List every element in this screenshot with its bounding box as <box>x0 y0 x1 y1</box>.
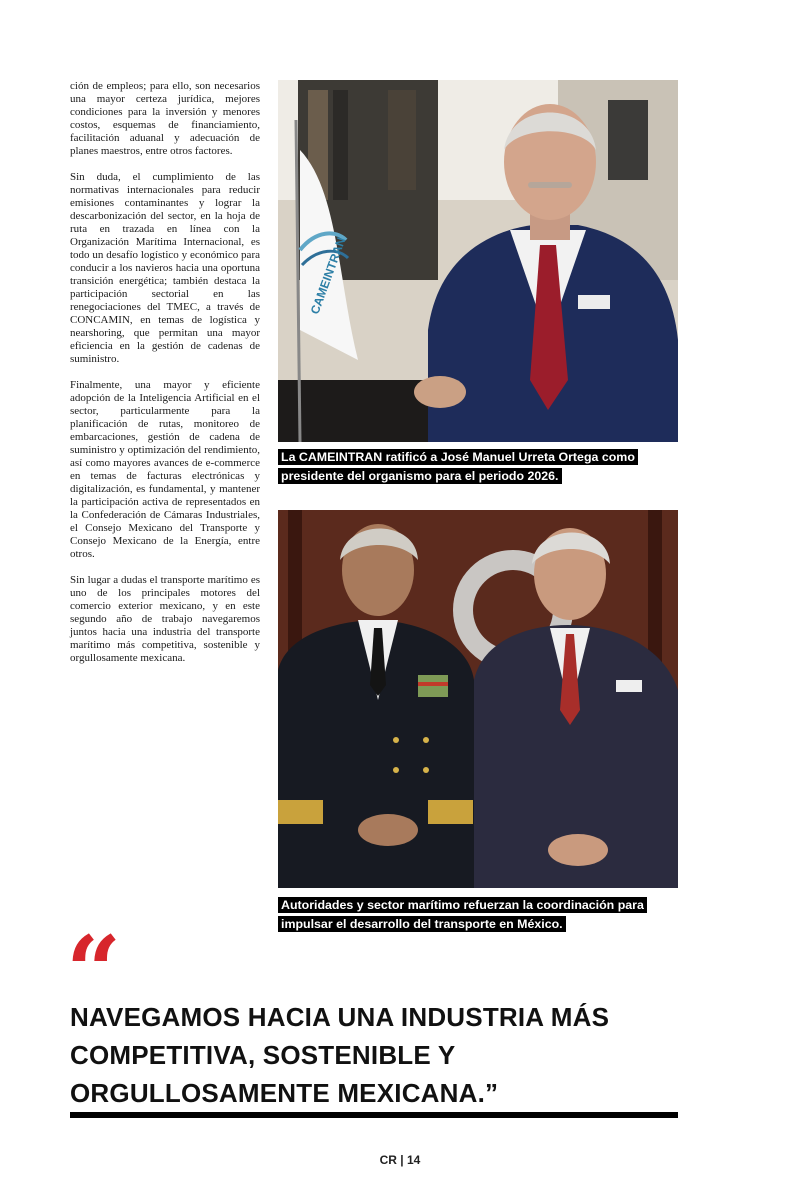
article-column <box>70 80 260 678</box>
article-paragraph: ción de empleos; para ello, son necesarios una mayor certeza jurídica, mejores condiciones para la inversión y menores costos, esquemas de financiamiento, facilitación aduanal y adecuación de planes maestros, entre otros factores. <box>70 80 260 157</box>
portrait-illustration <box>278 80 678 442</box>
photo1-caption <box>278 448 678 486</box>
photo2-caption-text: Autoridades y sector marítimo refuerzan la coordinación para impulsar el desarrollo del transporte en México. <box>278 897 647 932</box>
president-portrait-photo <box>278 80 678 442</box>
quote-mark-icon: “ <box>66 915 122 1028</box>
quote-divider <box>70 1112 678 1118</box>
article-paragraph: Sin lugar a dudas el transporte marítimo es uno de los principales motores del comercio exterior mexicano, y en este segundo año de trabajo navegaremos juntos hacia una industria del transporte marítimo más competitiva, sostenible y orgullosamente mexicana. <box>70 574 260 664</box>
svg-text:CAMEINTRAN: CAMEINTRAN <box>307 235 349 317</box>
meeting-illustration <box>278 510 678 888</box>
authorities-meeting-photo <box>278 510 678 888</box>
photo1-caption-text: La CAMEINTRAN ratificó a José Manuel Urreta Ortega como presidente del organismo para el periodo 2026. <box>278 449 638 484</box>
article-paragraph: Sin duda, el cumplimiento de las normativas internacionales para reducir emisiones contaminantes y lograr la descarbonización del sector, en la hoja de ruta en trazada en línea con la Organización Marítima Internacional, es todo un desafío logístico y económico para conducir a los navieros hacia una oportuna transición energética; también destaca la participación sectorial en las renegociaciones del TMEC, a través de CONCAMIN, en temas de logística y nearshoring, que permitan una mayor eficiencia en la gestión de cadenas de suministro. <box>70 171 260 365</box>
article-paragraph: Finalmente, una mayor y eficiente adopción de la Inteligencia Artificial en el sector, particularmente para la planificación de rutas, monitoreo de embarcaciones, gestión de cadena de suministro y optimización del rendimiento, así como mayores avances de e-commerce en temas de facturas electrónicas y digitalización, es fundamental, y mantener la participación activa de representados en la Confederación de Cámaras Industriales, el Consejo Mexicano del Transporte y Consejo Mexicano de la Energía, entre otros. <box>70 379 260 560</box>
page-folio: CR | 14 <box>379 1153 421 1167</box>
photo2-caption <box>278 896 678 934</box>
pull-quote: NAVEGAMOS HACIA UNA INDUSTRIA MÁS COMPETITIVA, SOSTENIBLE Y ORGULLOSAMENTE MEXICANA.” <box>70 1002 610 1108</box>
